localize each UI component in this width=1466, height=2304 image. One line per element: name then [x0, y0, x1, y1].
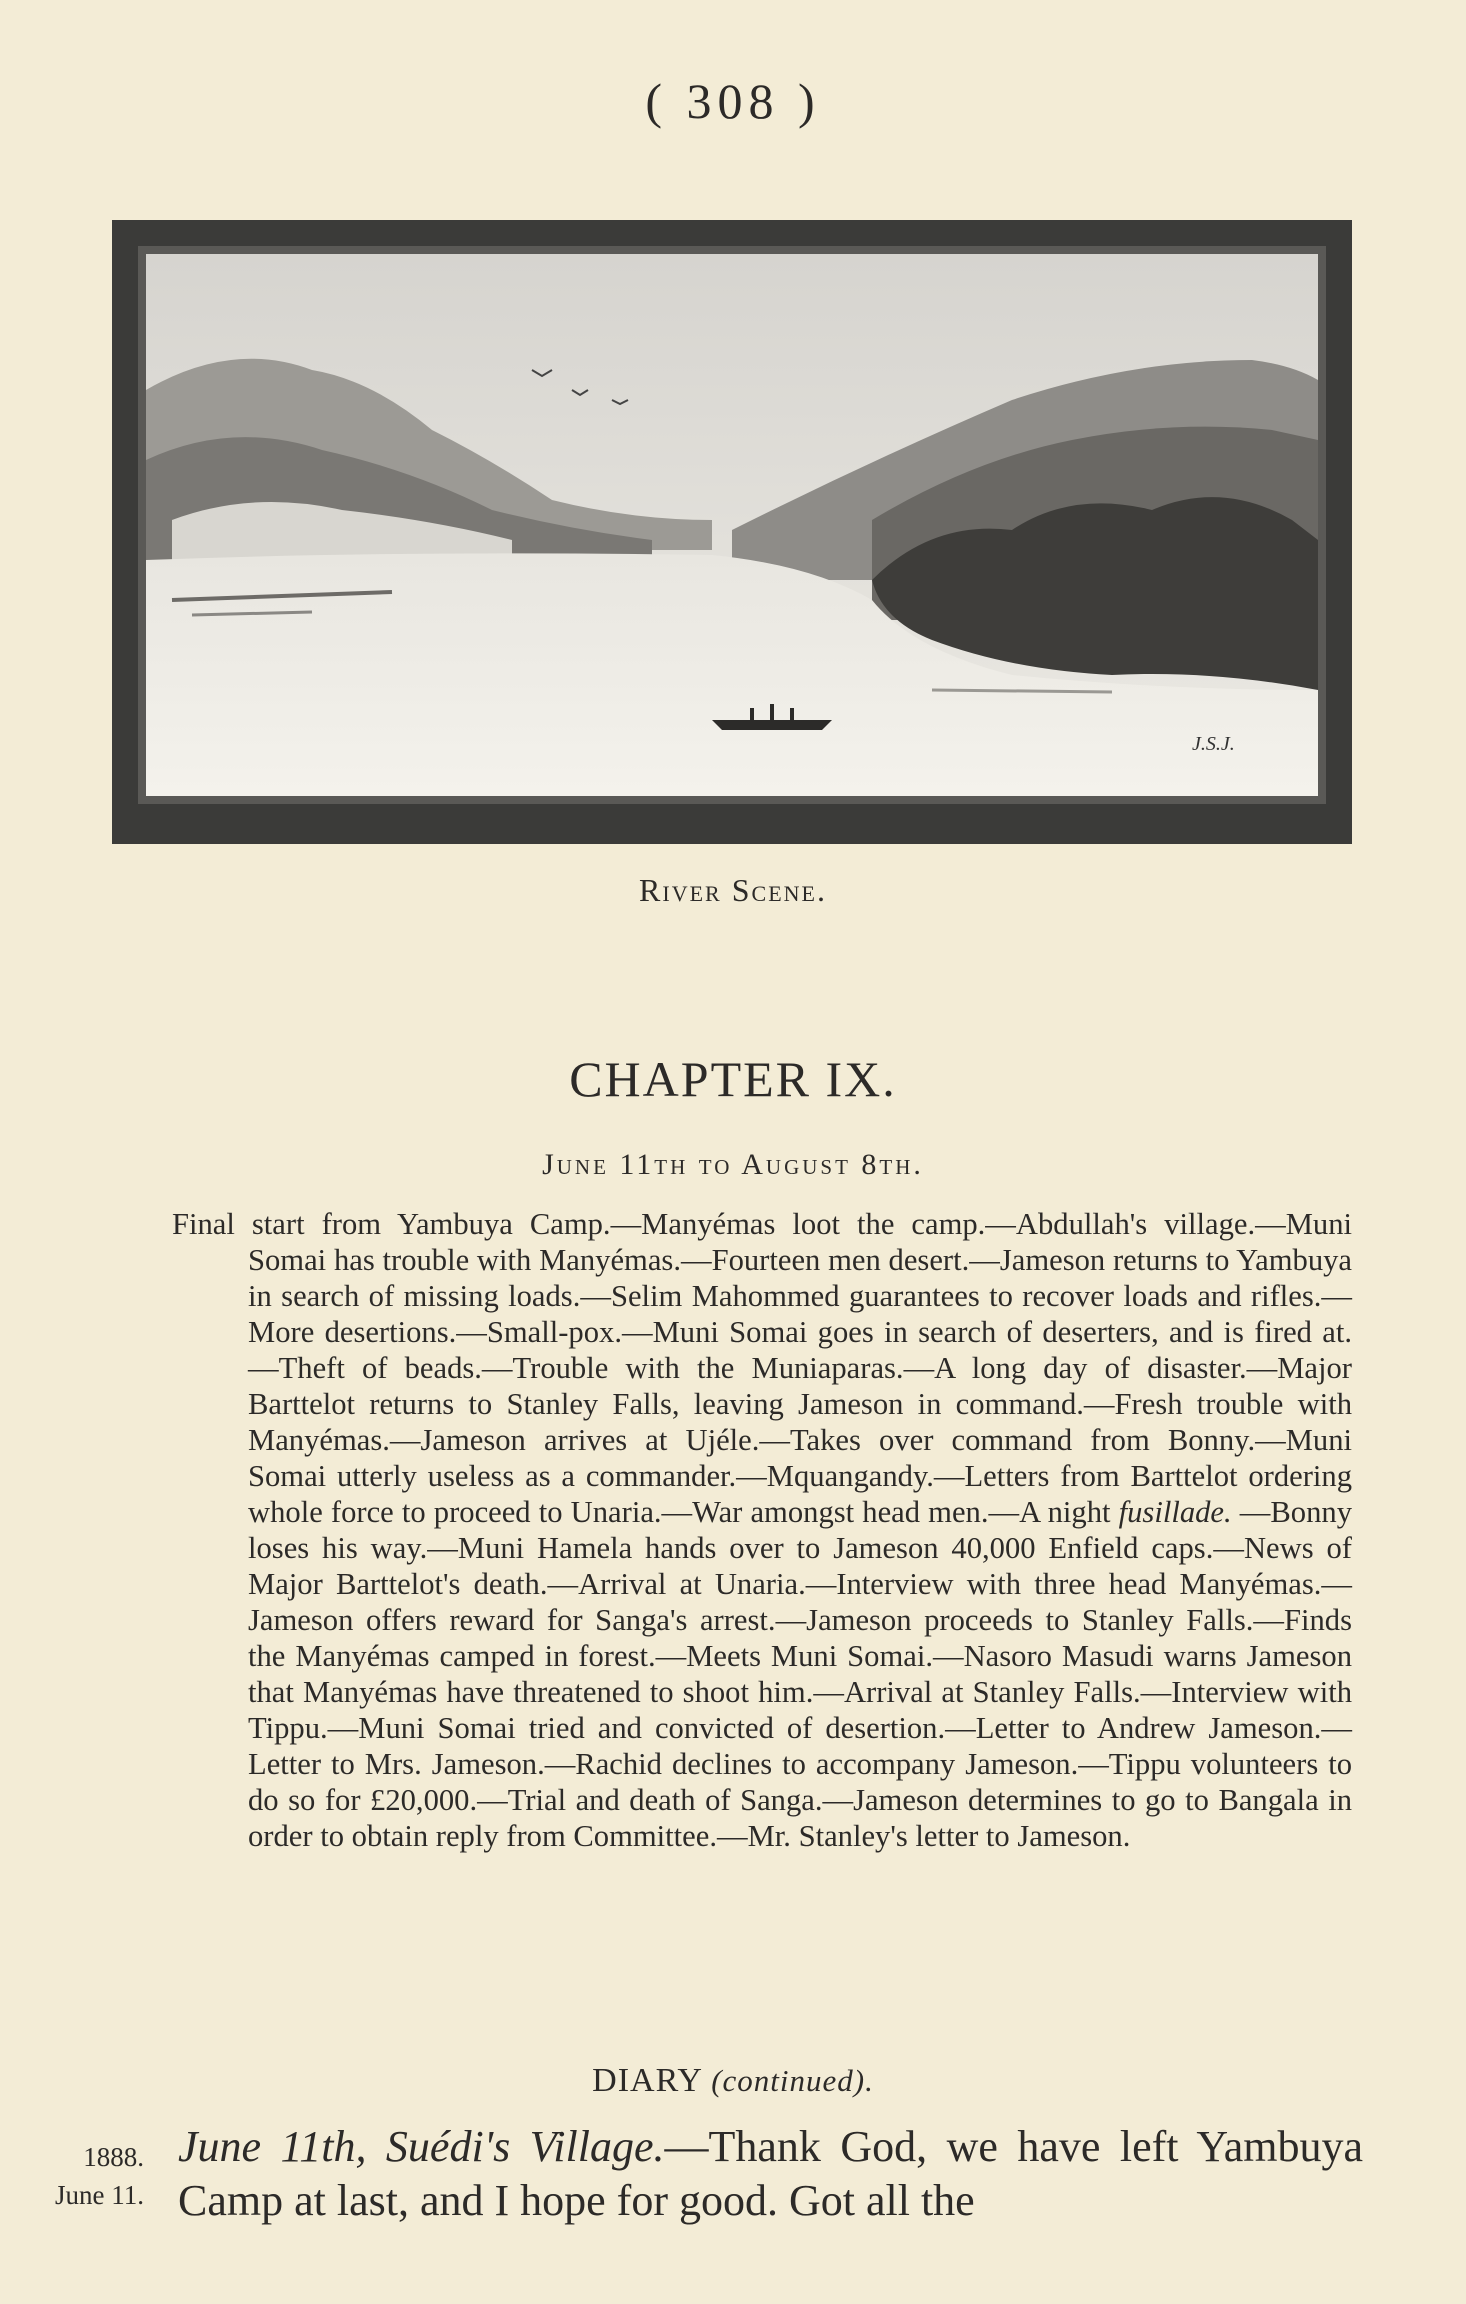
diary-entry-heading: June 11th, Suédi's Village.: [178, 2122, 665, 2171]
summary-italic: fusillade.: [1118, 1495, 1232, 1529]
chapter-summary: [172, 1206, 1352, 1854]
summary-text-before: Final start from Yambuya Camp.—Manyémas loot the camp.—Abdullah's village.—Muni Somai has trouble with Manyémas.—Fourteen men desert.—Jameson returns to Yambuya in search of missing loads.—Selim Mahommed guarantees to recover loads and rifles.—More desertions.—Small-pox.—Muni Somai goes in search of deserters, and is fired at.—Theft of beads.—Trouble with the Muniaparas.—A long day of disaster.—Major Barttelot returns to Stanley Falls, leaving Jameson in command.—Fresh trouble with Manyémas.—Jameson arrives at Ujéle.—Takes over command from Bonny.—Muni Somai utterly useless as a commander.—Mquangandy.—Letters from Barttelot ordering whole force to proceed to Unaria.—War amongst head men.—A night: [172, 1207, 1352, 1529]
margin-date: June 11.: [55, 2180, 144, 2210]
artist-signature: J.S.J.: [1192, 733, 1235, 755]
river-scene-engraving: [112, 220, 1352, 844]
river-scene-illustration: [112, 220, 1352, 844]
illustration-caption: River Scene.: [639, 872, 827, 908]
page-number: ( 308 ): [645, 73, 821, 129]
diary-heading-label: DIARY: [592, 2062, 702, 2099]
diary-entry-text: —Thank God, we have left Yambuya Camp at last, and I hope for good. Got all the: [178, 2122, 1363, 2225]
margin-year: 1888.: [83, 2142, 144, 2172]
chapter-date-range: June 11th to August 8th.: [542, 1148, 924, 1181]
summary-text-after: —Bonny loses his way.—Muni Hamela hands over to Jameson 40,000 Enfield caps.—News of Major Barttelot's death.—Arrival at Unaria.—Interview with three head Manyémas.—Jameson offers reward for Sanga's arrest.—Jameson proceeds to Stanley Falls.—Finds the Manyémas camped in forest.—Meets Muni Somai.—Nasoro Masudi warns Jameson that Manyémas have threatened to shoot him.—Arrival at Stanley Falls.—Interview with Tippu.—Muni Somai tried and convicted of desertion.—Letter to Andrew Jameson.—Letter to Mrs. Jameson.—Rachid declines to accompany Jameson.—Tippu volunteers to do so for £20,000.—Trial and death of Sanga.—Jameson determines to go to Bangala in order to obtain reply from Committee.—Mr. Stanley's letter to Jameson.: [248, 1495, 1352, 1853]
chapter-title: CHAPTER IX.: [569, 1051, 897, 1107]
diary-heading: [0, 2062, 1466, 2100]
diary-heading-note: (continued).: [711, 2063, 874, 2098]
diary-entry: [178, 2120, 1363, 2228]
